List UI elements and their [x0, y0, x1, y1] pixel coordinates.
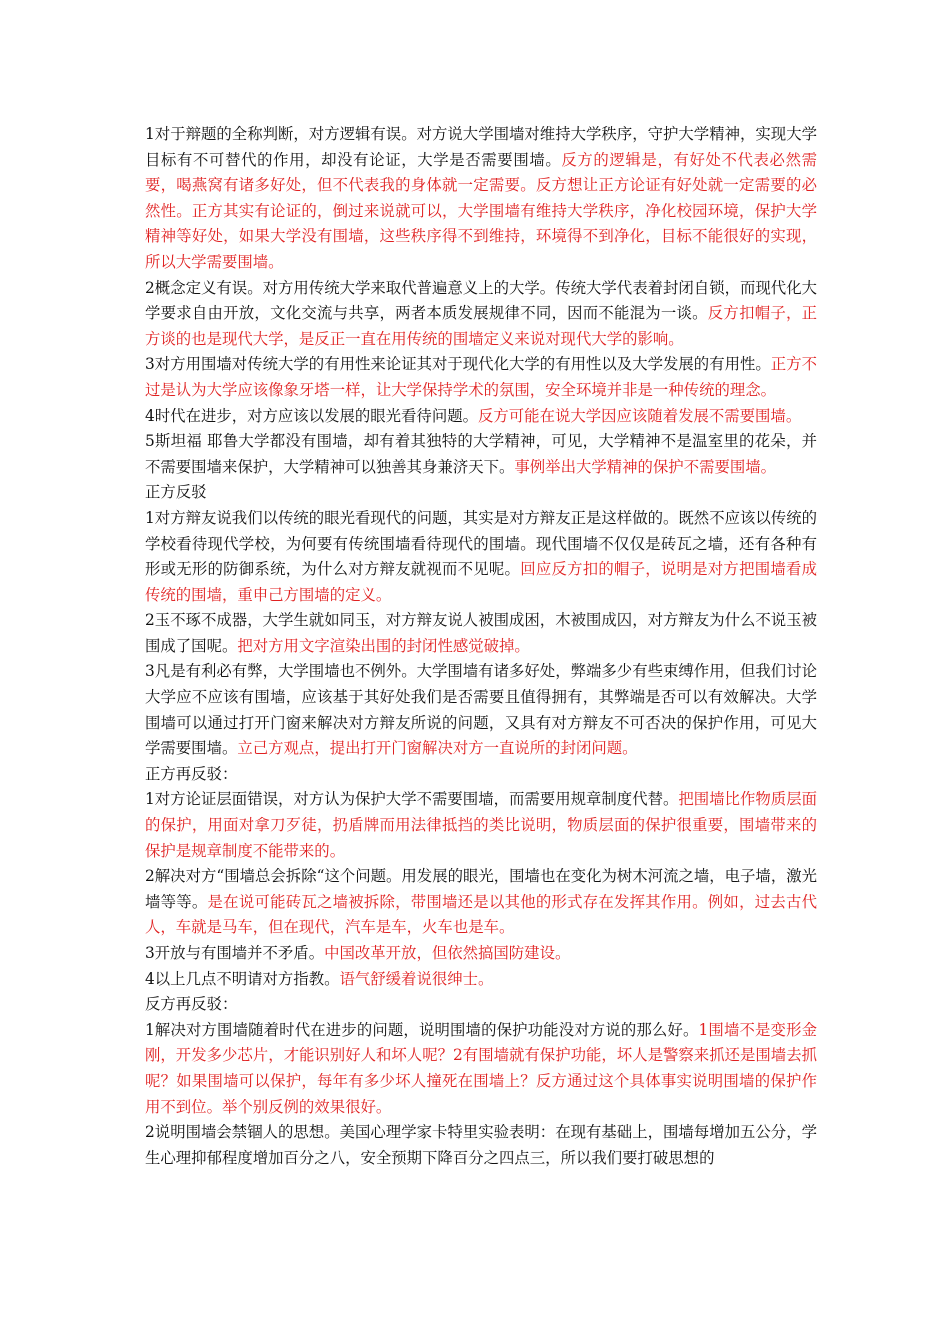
paragraph-7 — [145, 506, 817, 608]
paragraph-13-note: 中国改革开放，但依然搞国防建设。 — [324, 944, 571, 962]
paragraph-1 — [145, 122, 817, 276]
section-heading-text: 正方反驳 — [145, 483, 207, 502]
paragraph-12-note: 是在说可能砖瓦之墙被拆除，带围墙还是以其他的形式存在发挥其作用。例如，过去古代人，车就是马车，但在现代，汽车是车，火车也是车。 — [145, 892, 817, 937]
paragraph-4-text: 4时代在进步，对方应该以发展的眼光看待问题。 — [145, 406, 478, 425]
section-heading-affirmative-second-rebuttal — [145, 762, 817, 788]
paragraph-16-text: 1解决对方围墙随着时代在进步的问题，说明围墙的保护功能没对方说的那么好。 — [145, 1020, 699, 1039]
paragraph-8-note: 把对方用文字渲染出围的封闭性感觉破掉。 — [237, 636, 530, 655]
section-heading-negative-second-rebuttal — [145, 992, 817, 1018]
section-heading-text: 反方再反驳： — [145, 995, 238, 1014]
paragraph-5-note: 事例举出大学精神的保护不需要围墙。 — [514, 457, 777, 476]
document-body — [145, 122, 817, 1171]
paragraph-4 — [145, 404, 817, 430]
paragraph-5 — [145, 429, 817, 480]
paragraph-3-note: 正方不过是认为大学应该像象牙塔一样，让大学保持学术的氛围，安全环境并非是一种传统的理念。 — [145, 355, 817, 399]
paragraph-14-note: 语气舒缓着说很绅士。 — [339, 969, 494, 988]
paragraph-16-note: 1围墙不是变形金刚，开发多少芯片，才能识别好人和坏人呢？2有围墙就有保护功能，坏人是警察来抓还是围墙去抓呢？如果围墙可以保护，每年有多少坏人撞死在围墙上？反方通过这个具体事实说明围墙的保护作用不到位。举个别反例的效果很好。 — [145, 1020, 818, 1116]
paragraph-7-text: 1对方辩友说我们以传统的眼光看现代的问题，其实是对方辩友正是这样做的。既然不应该以传统的学校看待现代学校，为何要有传统围墙看待现代的围墙。现代围墙不仅仅是砖瓦之墙，还有各种有形或无形的防御系统，为什么对方辩友就视而不见呢。 — [145, 508, 817, 579]
paragraph-1-note: 反方的逻辑是，有好处不代表必然需要，喝燕窝有诸多好处，但不代表我的身体就一定需要。反方想让正方论证有好处就一定需要的必然性。正方其实有论证的，倒过来说就可以，大学围墙有维持大学秩序，净化校园环境，保护大学精神等好处，如果大学没有围墙，这些秩序得不到维持，环境得不到净化，目标不能很好的实现，所以大学需要围墙。 — [145, 150, 817, 271]
paragraph-9-text: 3凡是有利必有弊，大学围墙也不例外。大学围墙有诸多好处，弊端多少有些束缚作用，但我们讨论大学应不应该有围墙，应该基于其好处我们是否需要且值得拥有，其弊端是否可以有效解决。大学围墙可以通过打开门窗来解决对方辩友所说的问题，又具有对方辩友不可否决的保护作用，可见大学需要围墙。 — [145, 662, 817, 758]
paragraph-1-text: 1对于辩题的全称判断，对方逻辑有误。对方说大学围墙对维持大学秩序，守护大学精神，实现大学目标有不可替代的作用，却没有论证，大学是否需要围墙。 — [145, 125, 817, 169]
section-heading-affirmative-rebuttal — [145, 480, 817, 506]
paragraph-17-text: 2说明围墙会禁锢人的思想。美国心理学家卡特里实验表明：在现有基础上，围墙每增加五公分，学生心理抑郁程度增加百分之八，安全预期下降百分之四点三，所以我们要打破思想的 — [145, 1123, 817, 1167]
paragraph-3-text: 3对方用围墙对传统大学的有用性来论证其对于现代化大学的有用性以及大学发展的有用性。 — [145, 355, 771, 374]
paragraph-14-text: 4以上几点不明请对方指教。 — [145, 969, 340, 988]
paragraph-14 — [145, 967, 817, 993]
paragraph-2 — [145, 276, 817, 353]
paragraph-2-text: 2概念定义有误。对方用传统大学来取代普遍意义上的大学。传统大学代表着封闭自锁，而现代化大学要求自由开放，文化交流与共享，两者本质发展规律不同，因而不能混为一谈。 — [145, 278, 817, 323]
paragraph-11-note: 把围墙比作物质层面的保护，用面对拿刀歹徒，扔盾牌而用法律抵挡的类比说明，物质层面的保护很重要，围墙带来的保护是规章制度不能带来的。 — [145, 790, 817, 860]
paragraph-5-text: 5斯坦福 耶鲁大学都没有围墙，却有着其独特的大学精神，可见，大学精神不是温室里的花朵，并不需要围墙来保护，大学精神可以独善其身兼济天下。 — [145, 432, 817, 476]
paragraph-7-note: 回应反方扣的帽子，说明是对方把围墙看成传统的围墙，重申己方围墙的定义。 — [145, 560, 817, 604]
paragraph-11 — [145, 787, 817, 864]
paragraph-12 — [145, 864, 817, 941]
paragraph-8-text: 2玉不琢不成器，大学生就如同玉，对方辩友说人被围成困，木被围成囚，对方辩友为什么不说玉被围成了国呢。 — [145, 611, 817, 655]
paragraph-2-note: 反方扣帽子，正方谈的也是现代大学，是反正一直在用传统的围墙定义来说对现代大学的影响。 — [145, 304, 817, 348]
paragraph-9 — [145, 659, 817, 761]
paragraph-13 — [145, 941, 817, 967]
paragraph-17 — [145, 1120, 817, 1171]
paragraph-9-note: 立己方观点，提出打开门窗解决对方一直说所的封闭问题。 — [237, 739, 638, 758]
paragraph-12-text: 2解决对方“围墙总会拆除“这个问题。用发展的眼光，围墙也在变化为树木河流之墙，电子墙，激光墙等等。 — [145, 867, 817, 911]
paragraph-11-text: 1对方论证层面错误，对方认为保护大学不需要围墙，而需要用规章制度代替。 — [145, 790, 679, 809]
paragraph-16 — [145, 1018, 817, 1120]
paragraph-8 — [145, 608, 817, 659]
paragraph-13-text: 3开放与有围墙并不矛盾。 — [145, 944, 325, 962]
paragraph-3 — [145, 352, 817, 403]
paragraph-4-note: 反方可能在说大学因应该随着发展不需要围墙。 — [478, 406, 802, 425]
section-heading-text: 正方再反驳： — [145, 764, 238, 783]
